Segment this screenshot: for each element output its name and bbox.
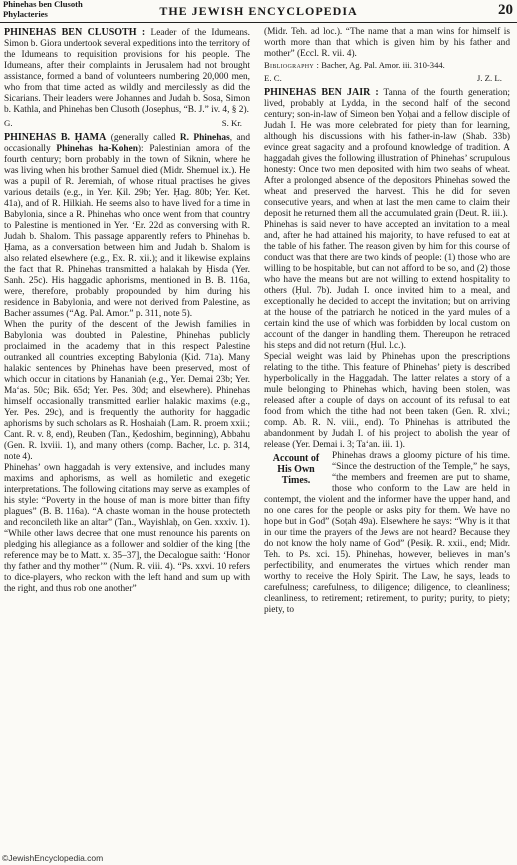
article-hama-p3: Phinehas’ own haggadah is very extensive, and includes many maxims and aphorisms, as well as homiletic and exegetic interpretations. The following citations may serve as examples of his style: “Poverty in the house of man is more bitter than fifty plagues” (B. B. 116a). “A chaste woman in the house protecteth and reconcileth like an altar” (Tan., Wayishlaḥ, on Gen. xxxiv. 1). “While other laws decree that one must renounce his parents on pledging his allegiance as a follower and soldier of the king [the reference may be to Matt. x. 35–37], the Decalogue saith: ‘Honor thy father and thy mother’” (Num. R. viii. 4). “Ps. xxvi. 10 refers to dice-players, who reckon with the left hand and sum up with the right, and thus rob one another” <box>4 463 250 594</box>
signature-clusoth <box>4 118 242 129</box>
signature-left: G. <box>4 118 13 128</box>
signature-right: S. Kr. <box>221 118 242 128</box>
article-title-hama: PHINEHAS B. ḤAMA <box>4 132 107 143</box>
right-column <box>264 27 510 859</box>
left-column <box>4 27 250 859</box>
article-text-jair: Tanna of the fourth generation; lived, probably at Lydda, in the second half of the second century; son-in-law of Simeon ben Yoḥai and a fellow disciple of Judah I. He was more celebrated for piety than for learning, although his discussions with his father-in-law (Shab. 33b) evince great sagacity and a profound knowledge of tradition. A haggadah gives the following illustration of Phinehas’ scrupulous honesty: Once two men deposited with him two seahs of wheat. After a prolonged absence of the depositors Phinehas sowed the wheat and preserved the harvest. This he did for seven consecutive years, and when at last the men came to claim their deposit he returned them all the accumulated grain (Deut. R. iii.). <box>264 88 510 219</box>
side-heading-line: Account of <box>272 453 320 464</box>
running-head-title: THE JEWISH ENCYCLOPEDIA <box>159 4 358 18</box>
bibliography-label: Bibliography : <box>264 60 320 70</box>
bibliography <box>264 60 510 71</box>
alt-name: R. Phinehas <box>179 133 230 143</box>
bibliography-text: Bacher, Ag. Pal. Amor. iii. 310-344. <box>319 60 445 70</box>
article-title-clusoth: PHINEHAS BEN CLUSOTH : <box>4 27 146 38</box>
article-jair-p4: Phinehas draws a gloomy picture of his time. “Since the destruction of the Temple,” he says, “the members and freemen are put to shame, those who conform to the Law are held in contempt, the violent and the informer have the upper hand, and no one cares for the people or asks pity for them. We have no hope but in God” (Soṭah 49a). Elsewhere he says: “Why is it that in our time the prayers of the Jews are not heard? Because they do not know the holy name of God” (Pesiḳ. R. xxii., end; Midr. Teh. to Ps. xci. 15). Phinehas, however, believes in man’s perfectibility, and enumerates the virtues which render man worthy to receive the Holy Spirit. The Law, he says, leads to carefulness; carefulness, to diligence; diligence, to cleanliness; cleanliness, to retirement; retirement, to purity; purity, to piety; piety, to <box>264 451 510 615</box>
article-clusoth <box>4 27 250 116</box>
running-head-line2: Phylacteries <box>3 8 48 19</box>
article-hama-p1 <box>4 132 250 320</box>
side-heading-line: Times. <box>281 475 311 486</box>
page-number: 20 <box>498 2 513 18</box>
running-header <box>0 0 517 23</box>
article-jair-p2: Phinehas is said never to have accepted an invitation to a meal and, after he had attained his majority, to have refused to eat at the table of his father. The reason given by him for this course of conduct was that there are two kinds of people: (1) those who are willing to be hospitable, but can not afford to be so, and (2) those who have the means but are not willing to extend hospitality to others (Ḥul. 7b). Judah I. once invited him to a meal, and exceptionally he decided to accept the invitation; but on arriving at the house of the patriarch he noticed in the yard mules of a certain kind the use of which was forbidden by local custom on account of the danger in handling them. Thereupon he retraced his steps and did not return (Ḥul. l.c.). <box>264 220 510 351</box>
side-heading-line: His Own <box>277 464 315 475</box>
watermark: ©JewishEncyclopedia.com <box>2 853 104 863</box>
article-text: , and occasionally <box>4 133 250 154</box>
signature-hama <box>264 73 502 84</box>
signature-right: J. Z. L. <box>476 73 502 83</box>
article-text: (generally called <box>106 133 180 143</box>
article-jair-p3: Special weight was laid by Phinehas upon the prescriptions relating to the tithe. This feature of Phinehas’ piety is described hyperbolically in the Haggadah. The latter relates a story of a mule belonging to Phinehas which, having been stolen, was released after a couple of days on account of its refusal to eat food from which the tithe had not been taken (Gen. R. xlvi.; comp. Ab. R. N. viii., end). To Phinehas is attributed the abandonment by Judah I. of his project to abolish the year of release (Yer. Demai i. 3; Ta‘an. iii. 1). <box>264 352 510 450</box>
side-heading <box>264 453 328 486</box>
alt-name: Phinehas ha-Kohen <box>56 144 138 154</box>
article-hama-continued: (Midr. Teh. ad loc.). “The name that a man wins for himself is worth more than that which is given him by his father and mother” (Eccl. R. vii. 4). <box>264 27 510 59</box>
article-title-jair: PHINEHAS BEN JAIR : <box>264 87 379 98</box>
article-hama-p2: When the purity of the descent of the Jewish families in Babylonia was doubted in Palestine, Phinehas publicly proclaimed in the academy that in this respect Palestine outranked all countries excepting Babylonia (Ḳid. 71a). Many halakic sentences by Phinehas have been preserved, most of which occur in citations by Hananiah (e.g., Yer. Demai 23b; Yer. Ma‘as. 50c; Bik. 65d; Yer. Pes. 30d; and elsewhere). Phinehas himself occasionally transmitted earlier halakic maxims (e.g., Yer. Pes. 29c), and is frequently the authority for haggadic aphorisms by such scholars as R. Hoshaiah (Lam. R. proem xxii.; Cant. R. v. 8, end), Reuben (Tan., Ḳedoshim, beginning), Abbahu (Gen. R. lxviii. 1), and many others (comp. Bacher, l.c. p. 314, note 4). <box>4 320 250 462</box>
signature-left: E. C. <box>264 73 282 83</box>
article-text: ): Palestinian amora of the fourth century; born probably in the town of Siknin, where he was living when his brother Samuel died (Midr. Shemuel ix.). He was a pupil of R. Jeremiah, of whose ritual practises he gives various details (e.g., in Yer. Ḳil. 29b; Yer. Ḥag. 80b; Yer. Ket. 41a), and of R. Hilkiah. He seems also to have lived for a time in Babylonia, since a R. Phinehas who once went from that country to Palestine is mentioned in Yer. ‘Er. 22d as conversing with R. Judah b. Shalom. This passage apparently refers to Phinehas b. Ḥama, as a conversation between him and Judah b. Shalom is also related elsewhere (e.g., Ex. R. xii.); and it likewise explains the fact that R. Phinehas transmitted a halakah by Ḥisda (Yer. Sanh. 25c). His haggadic aphorisms, mentioned in B. B. 116a, were, therefore, probably propounded by him during his residence in Babylonia, and were not derived from Palestine, as Bacher assumes (“Ag. Pal. Amor.” p. 311, note 5). <box>4 144 250 319</box>
running-head-line1: Phinehas ben Clusoth <box>3 0 83 9</box>
article-text-clusoth: Leader of the Idumeans. Simon b. Giora undertook several expeditions into the territory of the Idumeans to requisition provisions for his people. The Idumeans, after their complaints in Jerusalem had not brought assistance, formed a band of volunteers numbering 20,000 men, who from that time acted as wildly and mercilessly as did the Sicarians. Their leaders were Johannes and Judah b. Sosa, Simon b. Kathla, and Phinehas ben Clusoth (Josephus, “B. J.” iv. 4, § 2). <box>4 28 250 115</box>
article-jair-p1 <box>264 87 510 220</box>
